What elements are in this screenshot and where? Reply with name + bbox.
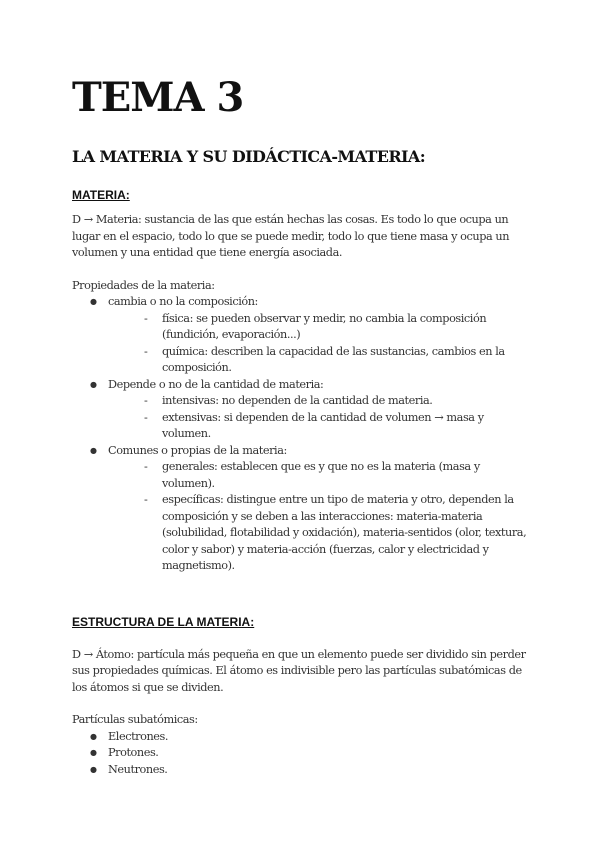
property-sublist xyxy=(108,393,532,443)
particles-intro: Partículas subatómicas: xyxy=(72,713,198,726)
property-item xyxy=(90,443,532,575)
property-subitem: - generales: establecen que es y que no es la materia (masa y volumen). xyxy=(144,459,532,492)
section-heading-materia: MATERIA: xyxy=(72,188,130,202)
particle-item: ● Protones. xyxy=(90,745,532,762)
property-label: Depende o no de la cantidad de materia: xyxy=(108,377,324,391)
property-subitem: - extensivas: si dependen de la cantidad de volumen → masa y volumen. xyxy=(144,410,532,443)
property-subitem: - física: se pueden observar y medir, no cambia la composición (fundición, evaporación...) xyxy=(144,311,532,344)
section-heading-estructura: ESTRUCTURA DE LA MATERIA: xyxy=(72,614,255,629)
property-item xyxy=(90,294,532,377)
property-subitem: - intensivas: no dependen de la cantidad de materia. xyxy=(144,393,532,410)
page-subtitle: LA MATERIA Y SU DIDÁCTICA-MATERIA: xyxy=(72,147,426,166)
document-page xyxy=(72,72,532,778)
atomo-definition: D → Átomo: partícula más pequeña en que un elemento puede ser dividido sin perder sus propiedades químicas. El átomo es indivisible pero las partículas subatómicas de los átomos si que se dividen. xyxy=(72,647,526,694)
property-subitem: - química: describen la capacidad de las sustancias, cambios en la composición. xyxy=(144,344,532,377)
property-label: Comunes o propias de la materia: xyxy=(108,443,287,457)
materia-definition: D → Materia: sustancia de las que están hechas las cosas. Es todo lo que ocupa un lugar en el espacio, todo lo que se puede medir, todo lo que tiene masa y ocupa un volumen y una entidad que tiene energía asociada. xyxy=(72,213,510,259)
particle-item: ● Neutrones. xyxy=(90,762,532,779)
property-sublist xyxy=(108,459,532,575)
properties-intro: Propiedades de la materia: xyxy=(72,278,215,292)
page-title: TEMA 3 xyxy=(72,74,244,121)
property-subitem: - específicas: distingue entre un tipo de materia y otro, dependen la composición y se deben a las interacciones: materia-materia (solubilidad, flotabilidad y oxidación), materia-sentidos (olor, textura, color y sabor) y materia-acción (fuerzas, calor y electricidad y magnetismo). xyxy=(144,492,532,575)
particles-list xyxy=(72,729,532,779)
property-item xyxy=(90,377,532,443)
particle-item: ● Electrones. xyxy=(90,729,532,746)
property-sublist xyxy=(108,311,532,377)
properties-list xyxy=(72,294,532,575)
property-label: cambia o no la composición: xyxy=(108,295,258,308)
